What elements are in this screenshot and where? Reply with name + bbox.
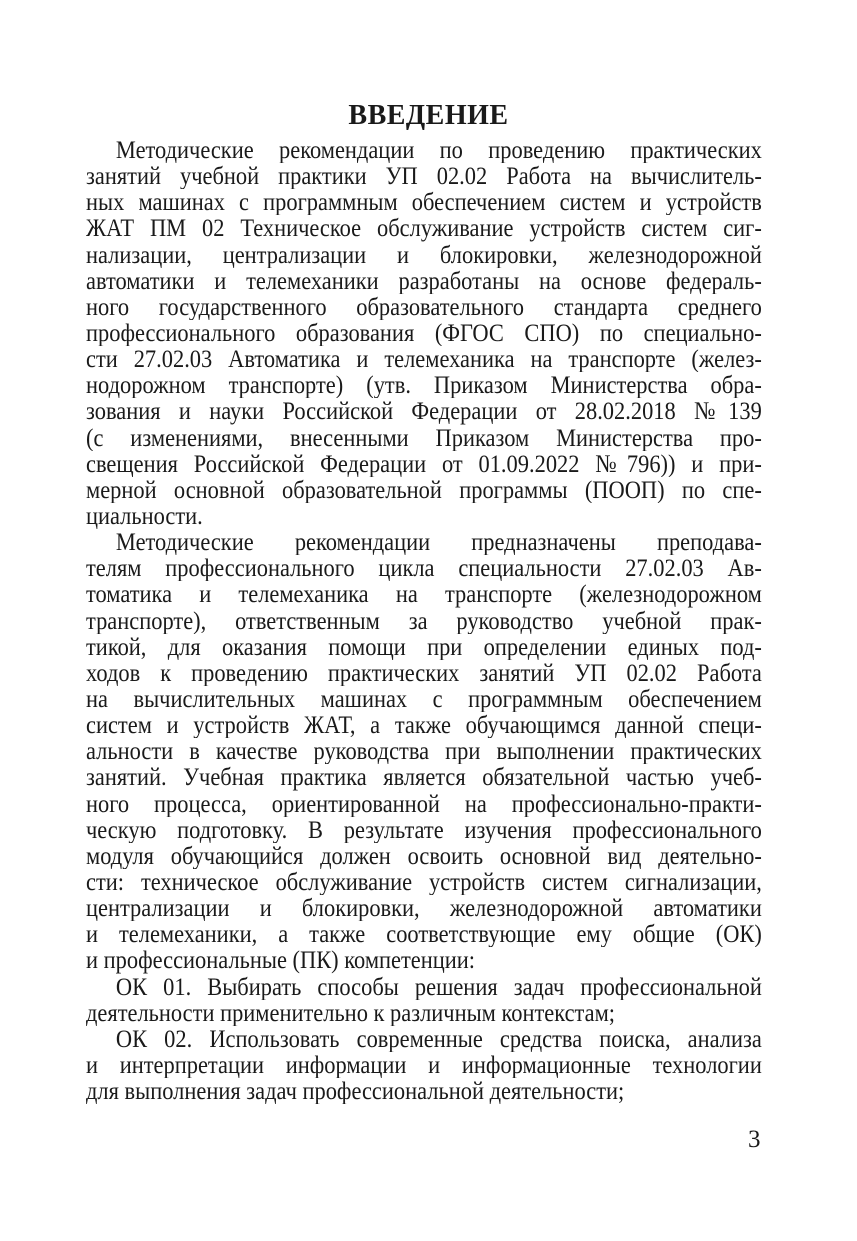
text-line: зования и науки Российской Федерации от 28.02.2018 №139 (86, 398, 762, 425)
paragraph (86, 974, 762, 1026)
text-line: на вычислительных машинах с программным обеспечением (86, 685, 762, 713)
text-line: тикой, для оказания помощи при определении единых под- (86, 633, 762, 660)
section-title: ВВЕДЕНИЕ (348, 100, 509, 131)
text-line: ного процесса, ориентированной на профессионально-практи- (86, 790, 762, 817)
page-number: 3 (748, 1126, 761, 1153)
text-line: ных машинах с программным обеспечением систем и устройств (86, 189, 762, 216)
text-line: телям профессионального цикла специальности 27.02.03 Ав- (86, 555, 762, 582)
paragraph (86, 1026, 762, 1104)
text-line: для выполнения задач профессиональной деятельности; (86, 1078, 625, 1105)
paragraph (86, 137, 762, 529)
text-line: систем и устройств ЖАТ, а также обучающимся данной специ- (86, 712, 762, 739)
text-line: ческую подготовку. В результате изучения профессионального (86, 816, 762, 843)
text-line: транспорте), ответственным за руководство учебной прак- (86, 607, 762, 634)
text-line: занятий учебной практики УП 02.02 Работа на вычислитель- (86, 163, 762, 190)
text-line: автоматики и телемеханики разработаны на основе федераль- (86, 267, 762, 294)
text-line: и интерпретации информации и информационные технологии (86, 1051, 762, 1079)
text-line: ЖАТ ПМ 02 Техническое обслуживание устройств систем сиг- (86, 215, 762, 242)
text-line: и профессиональные (ПК) компетенции: (86, 947, 476, 974)
text-line: и телемеханики, а также соответствующие ему общие (ОК) (86, 921, 762, 948)
text-line: томатика и телемеханика на транспорте (железнодорожном (86, 581, 762, 608)
text-line: альности в качестве руководства при выполнении практических (86, 738, 762, 765)
text-line: ОК 01. Выбирать способы решения задач профессиональной (115, 973, 762, 1000)
text-line: ОК 02. Использовать современные средства поиска, анализа (115, 1025, 762, 1052)
text-line: циальности. (86, 502, 203, 530)
text-line: модуля обучающийся должен освоить основной вид деятельно- (86, 842, 762, 869)
text-line: профессионального образования (ФГОС СПО) по специально- (86, 319, 762, 347)
text-line: Методические рекомендации предназначены преподава- (115, 529, 762, 556)
text-line: ходов к проведению практических занятий УП 02.02 Работа (86, 659, 762, 686)
text-line: мерной основной образовательной программы (ПООП) по спе- (86, 476, 762, 503)
text-line: сти 27.02.03 Автоматика и телемеханика на транспорте (желез- (86, 346, 762, 373)
body-text (86, 137, 762, 1104)
text-line: деятельности применительно к различным контекстам; (86, 999, 616, 1026)
text-line: (с изменениями, внесенными Приказом Министерства про- (86, 424, 762, 451)
text-line: нодорожном транспорте) (утв. Приказом Министерства обра- (86, 372, 762, 399)
text-line: ного государственного образовательного стандарта среднего (86, 293, 762, 320)
text-line: сти: техническое обслуживание устройств систем сигнализации, (86, 868, 762, 896)
text-line: Методические рекомендации по проведению практических (115, 137, 762, 164)
text-line: занятий. Учебная практика является обязательной частью учеб- (86, 764, 762, 791)
text-line: нализации, централизации и блокировки, железнодорожной (86, 241, 762, 268)
text-line: свещения Российской Федерации от 01.09.2022 №796)) и при- (86, 450, 762, 477)
text-line: централизации и блокировки, железнодорожной автоматики (86, 895, 762, 922)
paragraph (86, 529, 762, 973)
